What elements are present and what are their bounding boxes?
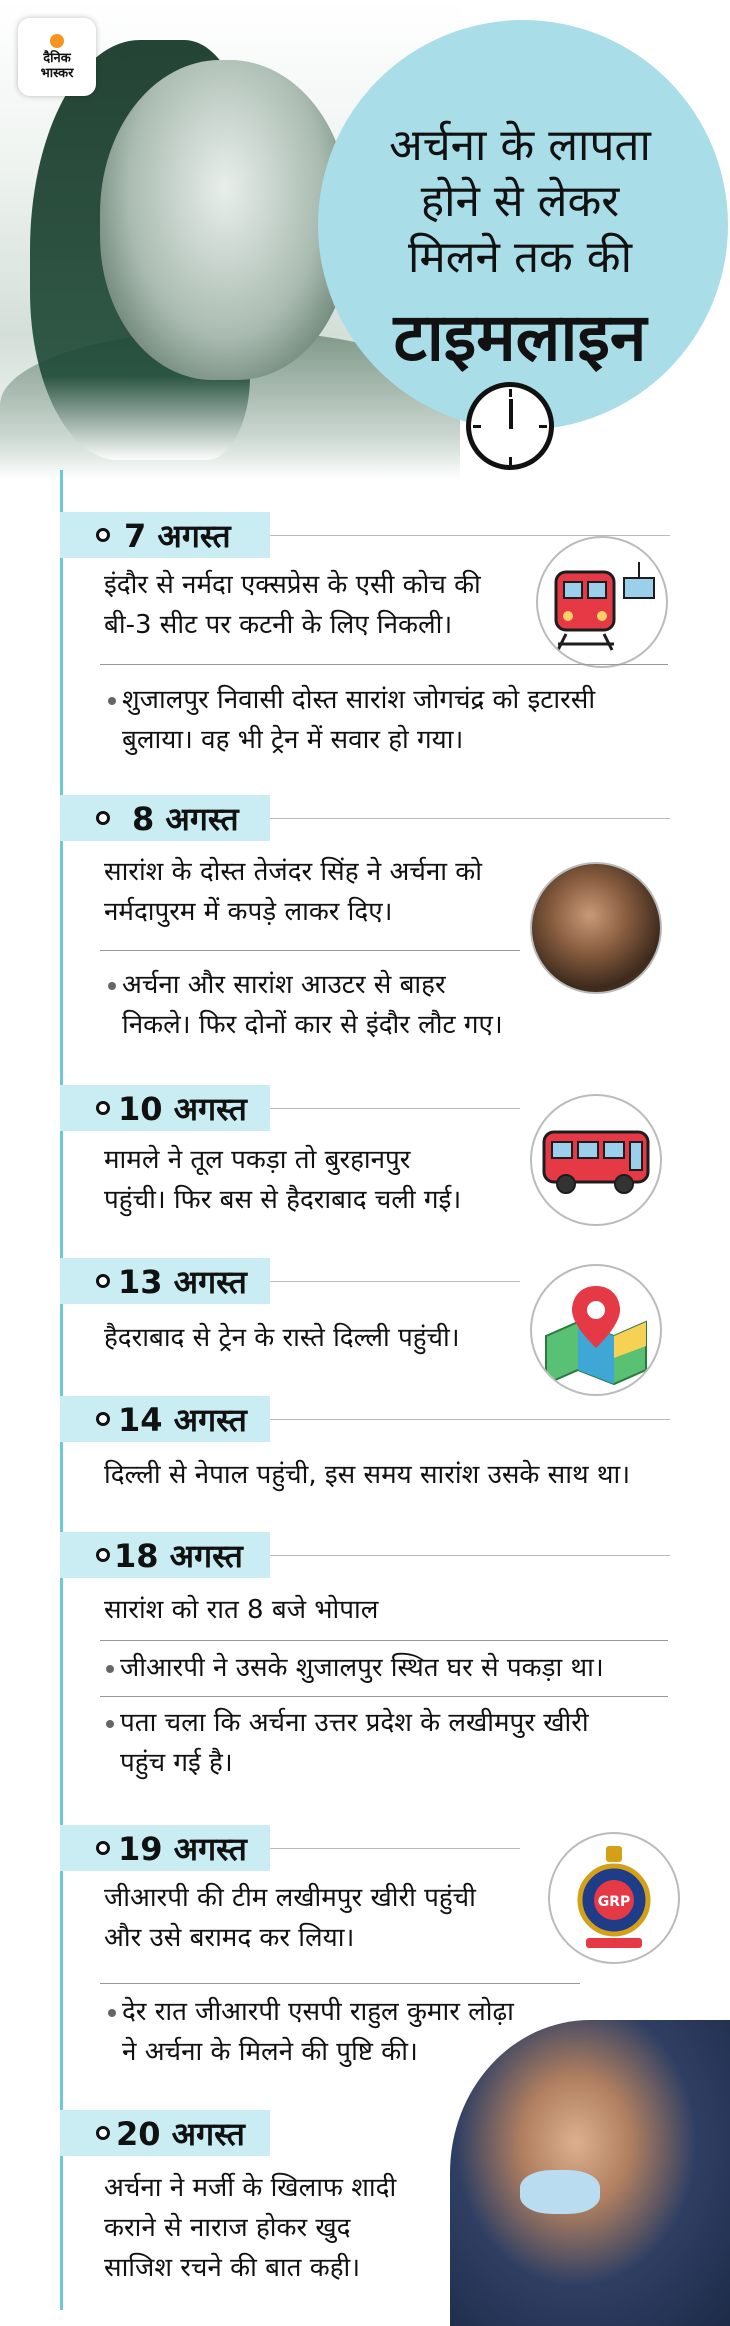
event-text-line: बी-3 सीट पर कटनी के लिए निकली। bbox=[104, 610, 453, 640]
event-text bbox=[104, 2168, 396, 2288]
grp-emblem-icon bbox=[548, 1832, 680, 1964]
logo-line-1: दैनिक bbox=[43, 50, 71, 66]
event-text-line: जीआरपी की टीम लखीमपुर खीरी पहुंची bbox=[104, 1883, 476, 1913]
bullet-line: निकले। फिर दोनों कार से इंदौर लौट गए। bbox=[122, 1010, 503, 1040]
date-label: 14 अगस्त bbox=[118, 1401, 247, 1439]
separator bbox=[100, 1640, 668, 1641]
timeline-node bbox=[96, 811, 110, 825]
date-label: 13 अगस्त bbox=[118, 1263, 247, 1301]
event-text-line: सारांश को रात 8 बजे भोपाल bbox=[104, 1595, 379, 1625]
event-text bbox=[104, 1878, 476, 1958]
event-text bbox=[104, 1590, 378, 1630]
archana-recovered-photo bbox=[450, 2020, 730, 2326]
grp-text: GRP bbox=[597, 1894, 631, 1910]
bullet-item bbox=[120, 1703, 589, 1783]
event-text bbox=[104, 565, 481, 645]
event-text-line: पहुंची। फिर बस से हैदराबाद चली गई। bbox=[104, 1185, 462, 1215]
event-text-line: नर्मदापुरम में कपड़े लाकर दिए। bbox=[104, 897, 393, 927]
event-text bbox=[104, 1455, 630, 1495]
date-label: 8 अगस्त bbox=[132, 800, 239, 838]
timeline-node bbox=[96, 1841, 110, 1855]
separator bbox=[100, 950, 520, 951]
title-line-1: अर्चना के लापता bbox=[389, 120, 651, 171]
bullet-item bbox=[120, 1648, 604, 1688]
bus-icon bbox=[530, 1094, 662, 1226]
divider bbox=[270, 818, 670, 819]
event-text-line: दिल्ली से नेपाल पहुंची, इस समय सारांश उसके साथ था। bbox=[104, 1460, 631, 1490]
event-text bbox=[104, 1140, 461, 1220]
separator bbox=[100, 664, 668, 665]
page-title bbox=[340, 118, 700, 286]
timeline-node bbox=[96, 1412, 110, 1426]
divider bbox=[270, 1848, 520, 1849]
divider bbox=[270, 1108, 520, 1109]
event-text-line: अर्चना ने मर्जी के खिलाफ शादी bbox=[104, 2173, 397, 2203]
bullet-line: देर रात जीआरपी एसपी राहुल कुमार लोढ़ा bbox=[122, 1997, 514, 2027]
timeline-node bbox=[96, 1548, 110, 1562]
train-icon bbox=[536, 536, 668, 668]
title-line-3: मिलने तक की bbox=[408, 232, 632, 283]
separator bbox=[100, 1696, 668, 1697]
event-text bbox=[104, 852, 482, 932]
event-text-line: और उसे बरामद कर लिया। bbox=[104, 1923, 355, 1953]
bullet-item bbox=[122, 680, 595, 760]
timeline-node bbox=[96, 1101, 110, 1115]
timeline-node bbox=[96, 2126, 110, 2140]
bullet-line: पहुंच गई है। bbox=[120, 1748, 233, 1778]
clock-icon bbox=[466, 382, 554, 470]
bullet-line: अर्चना और सारांश आउटर से बाहर bbox=[122, 970, 446, 1000]
bullet-item bbox=[122, 965, 503, 1045]
timeline-node bbox=[96, 528, 110, 542]
date-label: 7 अगस्त bbox=[124, 517, 231, 555]
logo-line-2: भास्कर bbox=[40, 65, 74, 81]
timeline-node bbox=[96, 1274, 110, 1288]
timeline-line bbox=[60, 470, 63, 2310]
bullet-item bbox=[122, 1992, 514, 2072]
event-text-line: सारांश के दोस्त तेजंदर सिंह ने अर्चना को bbox=[104, 857, 482, 887]
bullet-line: बुलाया। वह भी ट्रेन में सवार हो गया। bbox=[122, 725, 464, 755]
divider bbox=[270, 1555, 670, 1556]
divider bbox=[270, 1281, 520, 1282]
separator bbox=[100, 1983, 580, 1984]
bullet-line: जीआरपी ने उसके शुजालपुर स्थित घर से पकड़ा था। bbox=[120, 1653, 604, 1683]
divider bbox=[270, 1419, 670, 1420]
bullet-line: ने अर्चना के मिलने की पुष्टि की। bbox=[122, 2037, 418, 2067]
event-text-line: साजिश रचने की बात कही। bbox=[104, 2253, 361, 2283]
event-text-line: इंदौर से नर्मदा एक्सप्रेस के एसी कोच की bbox=[104, 570, 481, 600]
sun-dot-icon bbox=[50, 34, 64, 48]
date-label: 20 अगस्त bbox=[116, 2115, 245, 2153]
title-line-2: होने से लेकर bbox=[420, 176, 620, 227]
tejinder-singh-photo bbox=[530, 862, 662, 994]
bullet-line: शुजालपुर निवासी दोस्त सारांश जोगचंद्र को इटारसी bbox=[122, 685, 596, 715]
event-text-line: मामले ने तूल पकड़ा तो बुरहानपुर bbox=[104, 1145, 411, 1175]
title-timeline: टाइमलाइन bbox=[393, 299, 647, 376]
event-text-line: कराने से नाराज होकर खुद bbox=[104, 2213, 351, 2243]
face-mask bbox=[520, 2170, 600, 2214]
bullet-line: पता चला कि अर्चना उत्तर प्रदेश के लखीमपुर खीरी bbox=[120, 1708, 589, 1738]
event-text-line: हैदराबाद से ट्रेन के रास्ते दिल्ली पहुंची। bbox=[104, 1323, 460, 1353]
dainik-bhaskar-logo[interactable] bbox=[18, 18, 96, 96]
date-label: 18 अगस्त bbox=[114, 1537, 243, 1575]
date-label: 10 अगस्त bbox=[118, 1090, 247, 1128]
map-pin-icon bbox=[530, 1264, 662, 1396]
date-label: 19 अगस्त bbox=[118, 1830, 247, 1868]
event-text bbox=[104, 1318, 460, 1358]
